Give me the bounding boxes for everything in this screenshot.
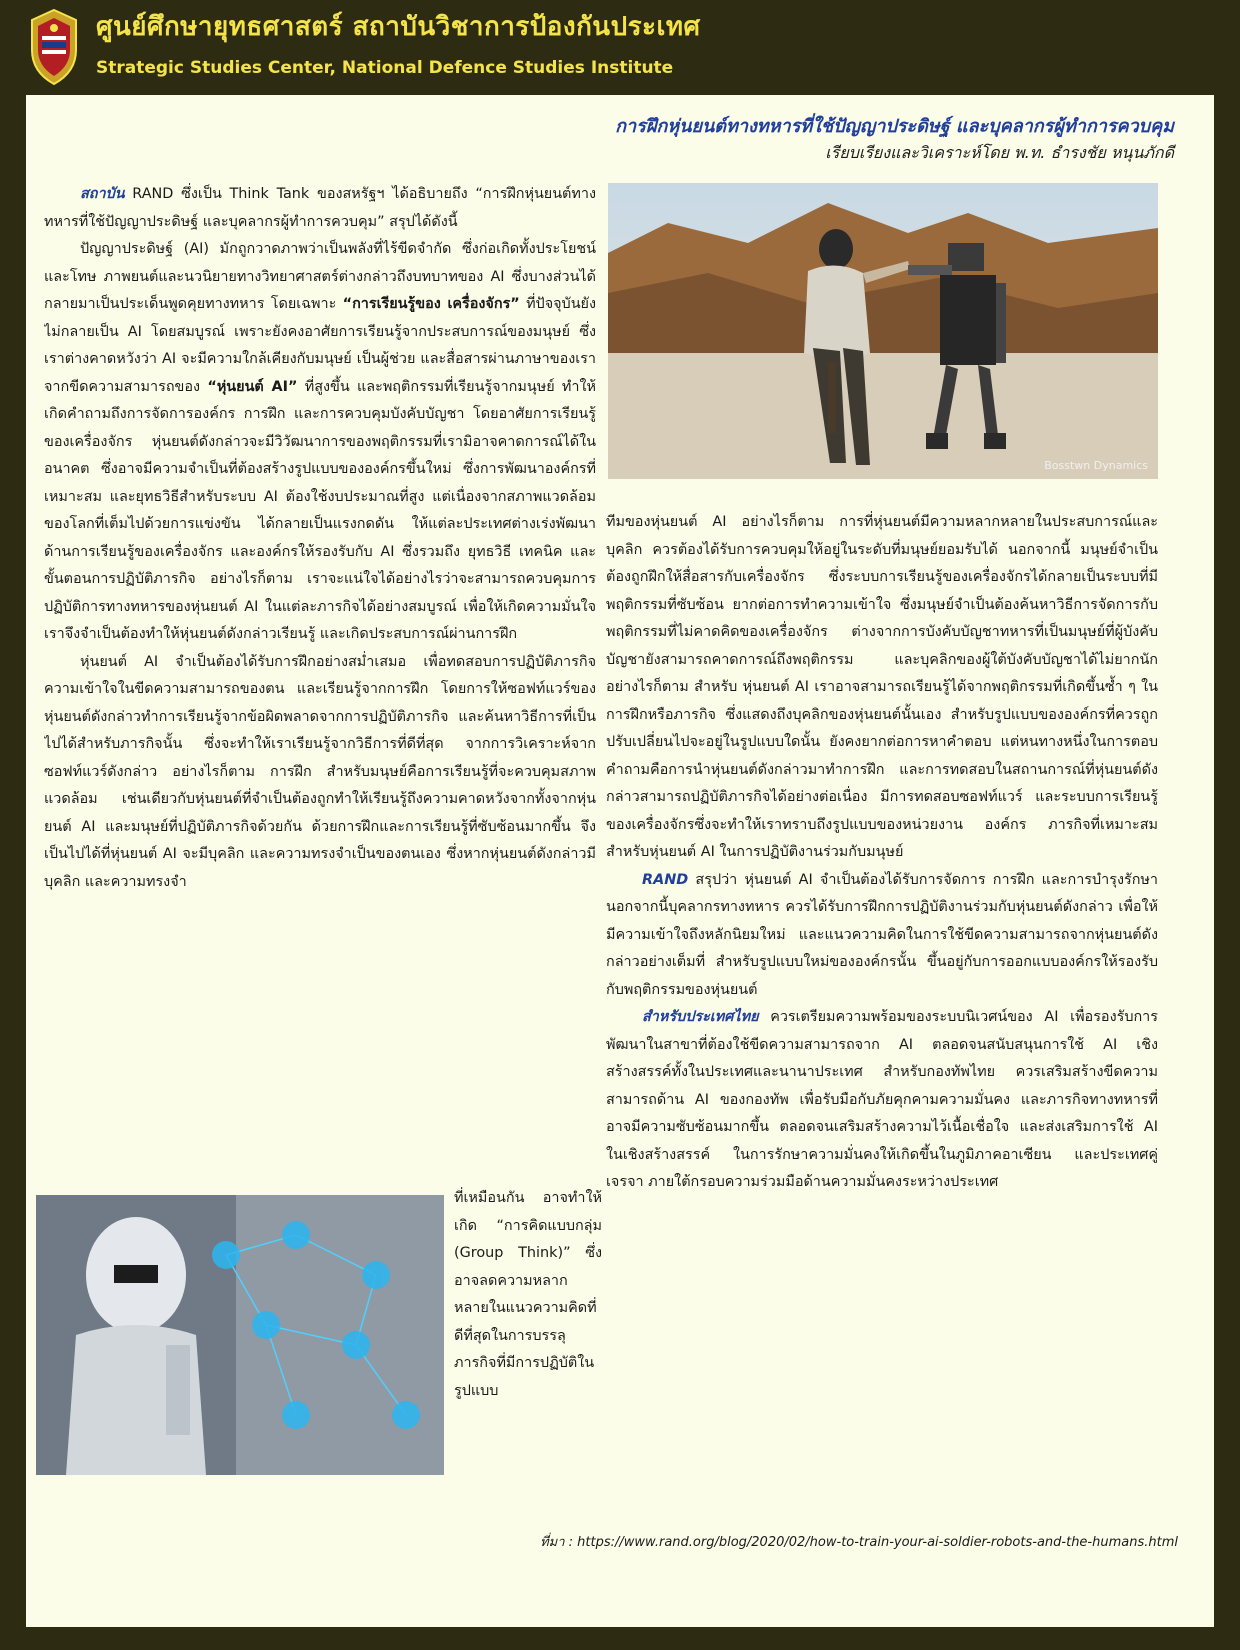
soldier-robot-photo [608, 183, 1158, 479]
header-title-english: Strategic Studies Center, National Defence Studies Institute [96, 58, 674, 78]
paragraph-rand-summary [606, 867, 1158, 1005]
ai-overview-text-c: ที่ปัจจุบันยังไม่กลายเป็น AI โดยสมบูรณ์ เพราะยังคงอาศัยการเรียนรู้จากประสบการณ์ของมนุษย์ ซึ่งเราต่างคาดหวังว่า AI จะมีความใกล้เคียงกับมนุษย์ เป็นผู้ช่วย และสื่อสารผ่านภาษาของเรา จากขีดความสามารถของ [44, 296, 596, 395]
machine-learning-term: “การเรียนรู้ของ เครื่องจักร” [342, 296, 520, 312]
thailand-lead: สำหรับประเทศไทย [642, 1009, 759, 1025]
rand-summary-lead: RAND [642, 871, 689, 888]
article-title: การฝึกหุ่นยนต์ทางทหารที่ใช้ปัญญาประดิษฐ์ และบุคลากรผู้ทำการควบคุม [615, 116, 1174, 137]
ai-overview-text-e: ที่สูงขึ้น และพฤติกรรมที่เรียนรู้จากมนุษย์ ทำให้เกิดคำถามถึงการจัดการองค์กร การฝึก และการควบคุมบังคับบัญชา โดยอาศัยการเรียนรู้ของเครื่องจักร หุ่นยนต์ดังกล่าวจะมีวิวัฒนาการของพฤติกรรมที่เรามิอาจคาดการณ์ได้ในอนาคต ซึ่งอาจมีความจำเป็นที่ต้องสร้างรูปแบบขององค์กรขึ้นใหม่ ซึ่งการพัฒนาองค์กรที่เหมาะสม และยุทธวิธีสำหรับระบบ AI ต้องใช้งบประมาณที่สูง แต่เนื่องจากสภาพแวดล้อมของโลกที่เต็มไปด้วยการแข่งขัน ได้กลายเป็นแรงกดดัน ให้แต่ละประเทศต่างเร่งพัฒนาด้านการเรียนรู้ของเครื่องจักร และองค์กรให้รองรับกับ AI ซึ่งรวมถึง ยุทธวิธี เทคนิค และขั้นตอนการปฏิบัติภารกิจ อย่างไรก็ตาม เราจะแน่ใจได้อย่างไรว่าจะสามารถควบคุมการปฏิบัติการทางทหารของหุ่นยนต์ AI ในแต่ละภารกิจได้อย่างสมบูรณ์ เพื่อให้เกิดความมั่นใจ เราจึงจำเป็นต้องทำให้หุ่นยนต์ดังกล่าวเรียนรู้ และเกิดประสบการณ์ผ่านการฝึก [44, 378, 596, 642]
column-left [44, 181, 596, 1181]
wrapped-text: ที่เหมือนกัน อาจทำให้เกิด “การคิดแบบกลุ่ม (Group Think)” ซึ่งอาจลดความหลากหลายในแนวความคิดที่ดีที่สุดในการบรรลุภารกิจที่มีการปฏิบัติในรูปแบบ [454, 1190, 602, 1399]
ai-overview-text-a: ปัญญาประดิษฐ์ (AI) มักถูกวาดภาพว่าเป็นพลังที่ไร้ขีดจำกัด ซึ่งก่อเกิดทั้งประโยชน์และโทษ ภาพยนต์และนวนิยายทางวิทยาศาสตร์ต่างกล่าวถึงบทบาทของ AI ซึ่งบางส่วนได้กลายมาเป็นประเด็นพูดคุยทางทหาร โดยเฉพาะ [44, 241, 596, 312]
photo-credit: Bosstwn Dynamics [1044, 459, 1148, 472]
article-page [26, 95, 1214, 1627]
thailand-text: ควรเตรียมความพร้อมของระบบนิเวศน์ของ AI เพื่อรองรับการพัฒนาในสาขาที่ต้องใช้ขีดความสามารถจาก AI ตลอดจนสนับสนุนการใช้ AI เชิงสร้างสรรค์ทั้งในประเทศและนานาประเทศ สำหรับกองทัพไทย ควรเสริมสร้างขีดความสามารถด้าน AI ของกองทัพ เพื่อรับมือกับภัยคุกคามความมั่นคง และภารกิจทางทหารที่อาจมีความซับซ้อนมากขึ้น ตลอดจนเสริมสร้างความไว้เนื้อเชื่อใจ และส่งเสริมการใช้ AI ในเชิงสร้างสรรค์ ในการรักษาความมั่นคงให้เกิดขึ้นในภูมิภาคอาเซียน และประเทศคู่เจรจา ภายใต้กรอบความร่วมมือด้านความมั่นคงระหว่างประเทศ [606, 1009, 1158, 1190]
paragraph-training: หุ่นยนต์ AI จำเป็นต้องได้รับการฝึกอย่างสม่ำเสมอ เพื่อทดสอบการปฏิบัติภารกิจ ความเข้าใจในขีดความสามารถของตน และเรียนรู้จากการฝึก โดยการให้ซอฟท์แวร์ของหุ่นยนต์ดังกล่าวทำการเรียนรู้จากข้อผิดพลาดจากการปฏิบัติภารกิจ และค้นหาวิธีการที่เป็นไปได้สำหรับภารกิจนั้น ซึ่งจะทำให้เราเรียนรู้จากวิธีการที่ดีที่สุด จากการวิเคราะห์จากซอฟท์แวร์ดังกล่าว อย่างไรก็ตาม การฝึก สำหรับมนุษย์คือการเรียนรู้ที่จะควบคุมสภาพแวดล้อม เช่นเดียวกับหุ่นยนต์ที่จำเป็นต้องถูกทำให้เรียนรู้ถึงความคาดหวังจากทั้งจากหุ่นยนต์ AI และมนุษย์ที่ปฏิบัติภารกิจด้วยกัน ด้วยการฝึกและการเรียนรู้ที่ซับซ้อนมากขึ้น จึงเป็นไปได้ที่หุ่นยนต์ AI จะมีบุคลิก และความทรงจำเป็นของตนเอง ซึ่งหากหุ่นยนต์ดังกล่าวมีบุคลิก และความทรงจำ [44, 653, 596, 890]
paragraph-thailand [606, 1004, 1158, 1197]
column-right [606, 509, 1158, 1569]
paragraph-team-robots: ทีมของหุ่นยนต์ AI อย่างไรก็ตาม การที่หุ่นยนต์มีความหลากหลายในประสบการณ์และบุคลิก ควรต้องได้รับการควบคุมให้อยู่ในระดับที่มนุษย์ยอมรับได้ นอกจากนี้ มนุษย์จำเป็นต้องถูกฝึกให้สื่อสารกับเครื่องจักร ซึ่งระบบการเรียนรู้ของเครื่องจักรได้กลายเป็นระบบที่มีพฤติกรรมที่ซับซ้อน ยากต่อการทำความเข้าใจ ซึ่งมนุษย์จำเป็นต้องค้นหาวิธีการจัดการกับพฤติกรรมที่ไม่คาดคิดของเครื่องจักร ต่างจากการบังคับบัญชาทหารที่เป็นมนุษย์ที่ผู้บังคับบัญชายังสามารถคาดการณ์ถึงพฤติกรรม และบุคลิกของผู้ใต้บังคับบัญชาได้ไม่ยากนัก อย่างไรก็ตาม สำหรับ หุ่นยนต์ AI เราอาจสามารถเรียนรู้ได้จากพฤติกรรมที่เกิดขึ้นซ้ำ ๆ ในการฝึกหรือภารกิจ ซึ่งแสดงถึงบุคลิกของหุ่นยนต์นั้นเอง สำหรับรูปแบบขององค์กรที่ควรถูกปรับเปลี่ยนไปจะอยู่ในรูปแบบใดนั้น ยังคงยากต่อการหาคำตอบ แต่หนทางหนึ่งในการตอบคำถามคือการนำหุ่นยนต์ดังกล่าวมาทำการฝึก และการทดสอบในสถานการณ์ที่หุ่นยนต์ดังกล่าวสามารถปฏิบัติภารกิจได้อย่างต่อเนื่อง มีการทดสอบซอฟท์แวร์ และระบบการเรียนรู้ของเครื่องจักรซึ่งจะทำให้เราทราบถึงรูปแบบของหน่วยงาน องค์กร ภารกิจที่เหมาะสมสำหรับหุ่นยนต์ AI ในการปฏิบัติงานร่วมกับมนุษย์ [606, 514, 1158, 860]
ai-robot-network-photo [36, 1195, 444, 1475]
header-bar [0, 0, 1240, 95]
article-byline: เรียบเรียงและวิเคราะห์โดย พ.ท. ธำรงชัย หนุนภักดี [825, 143, 1174, 162]
intro-lead: สถาบัน [80, 186, 125, 202]
institute-logo-icon [24, 6, 84, 88]
source-citation: ที่มา : https://www.rand.org/blog/2020/02/how-to-train-your-ai-soldier-robots-and-the-humans.html [540, 1535, 1178, 1550]
intro-text: RAND ซึ่งเป็น Think Tank ของสหรัฐฯ ได้อธิบายถึง “การฝึกหุ่นยนต์ทางทหารที่ใช้ปัญญาประดิษฐ์ และบุคลากรผู้ทำการควบคุม” สรุปได้ดังนี้ [44, 186, 596, 230]
ai-robot-term: “หุ่นยนต์ AI” [207, 378, 298, 395]
rand-summary-text: สรุปว่า หุ่นยนต์ AI จำเป็นต้องได้รับการจัดการ การฝึก และการบำรุงรักษา นอกจากนี้บุคลากรทางทหาร ควรได้รับการฝึกการปฏิบัติงานร่วมกับหุ่นยนต์ดังกล่าว เพื่อให้มีความเข้าใจถึงหลักนิยมใหม่ และแนวความคิดในการใช้ขีดความสามารถจากหุ่นยนต์ดังกล่าวอย่างเต็มที่ สำหรับรูปแบบใหม่ขององค์กรนั้น ขึ้นอยู่กับการออกแบบองค์กรให้รองรับกับพฤติกรรมของหุ่นยนต์ [606, 871, 1158, 998]
paragraph-intro [44, 181, 596, 236]
paragraph-ai-overview [44, 236, 596, 649]
header-title-thai: ศูนย์ศึกษายุทธศาสตร์ สถาบันวิชาการป้องกันประเทศ [96, 12, 701, 42]
